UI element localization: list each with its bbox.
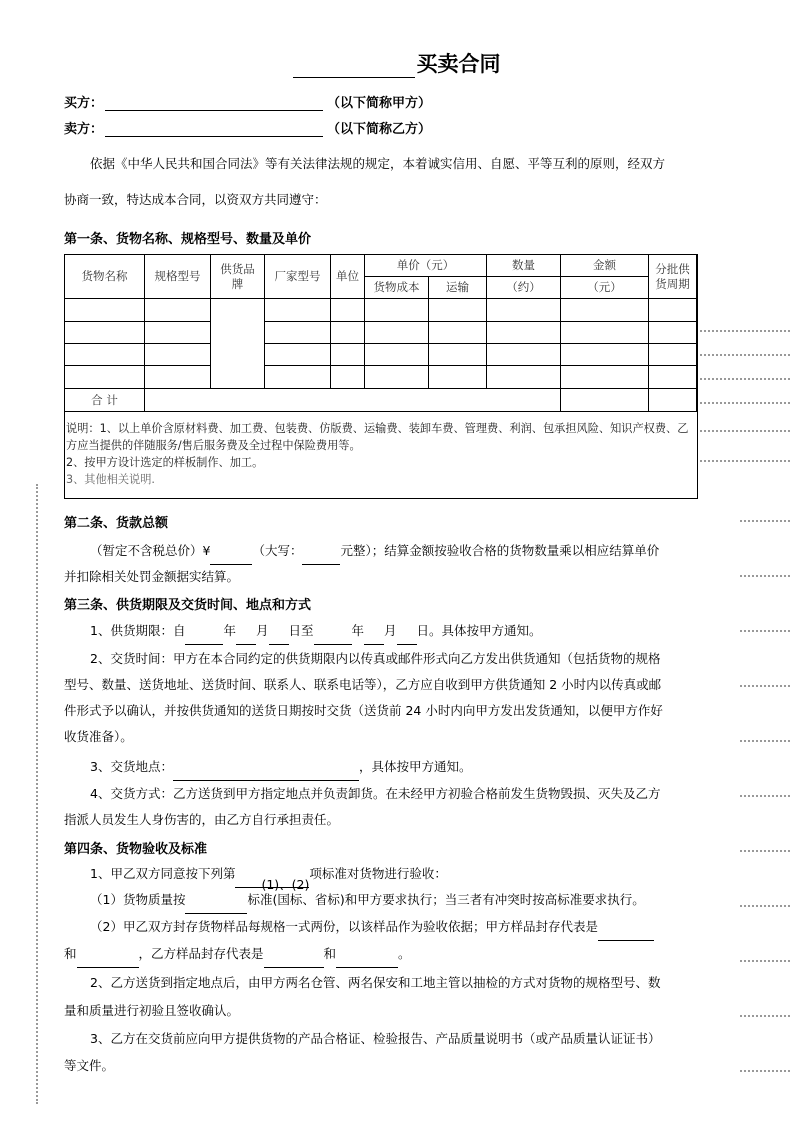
table-cell[interactable] xyxy=(365,322,429,344)
end-year-blank[interactable] xyxy=(314,630,352,645)
dotted-guide xyxy=(740,960,790,962)
table-cell[interactable] xyxy=(331,299,365,322)
dotted-guide xyxy=(740,740,790,742)
note-3: 3、其他相关说明. xyxy=(66,473,155,486)
table-cell[interactable] xyxy=(365,299,429,322)
total-label: 合 计 xyxy=(65,389,145,412)
table-cell[interactable] xyxy=(649,299,697,322)
period: 。 xyxy=(398,946,411,961)
table-cell[interactable] xyxy=(649,344,697,366)
art4-item-3-2: 等文件。 xyxy=(64,1058,115,1073)
day-to-label: 日至 xyxy=(288,623,314,638)
table-cell[interactable] xyxy=(145,344,211,366)
start-month-blank[interactable] xyxy=(236,630,256,645)
seller-line xyxy=(64,118,431,137)
dotted-guide xyxy=(740,795,790,797)
table-cell[interactable] xyxy=(331,366,365,389)
intro-line-2: 协商一致，特达成本合同，以资双方共同遵守： xyxy=(64,192,327,207)
dotted-guide xyxy=(700,378,790,380)
start-day-blank[interactable] xyxy=(269,630,289,645)
table-notes xyxy=(66,420,696,488)
table-cell[interactable] xyxy=(487,344,561,366)
table-cell[interactable] xyxy=(331,344,365,366)
seller-rep-label: ，乙方样品封存代表是 xyxy=(138,946,264,961)
end-month-blank[interactable] xyxy=(364,630,384,645)
article-2-title: 第二条、货款总额 xyxy=(64,516,169,531)
art3-delivery-time-4: 收货准备）。 xyxy=(64,729,133,744)
dotted-guide xyxy=(740,575,790,577)
table-cell[interactable] xyxy=(487,299,561,322)
and-label-2: 和 xyxy=(323,946,337,961)
table-cell[interactable] xyxy=(145,299,211,322)
total-cell[interactable] xyxy=(145,389,561,412)
start-year-blank[interactable] xyxy=(185,630,223,645)
standard-options-blank[interactable]: (1)、(2) xyxy=(235,871,309,888)
table-cell[interactable] xyxy=(65,299,145,322)
table-cell[interactable] xyxy=(561,366,649,389)
header-amount: 金额 xyxy=(561,255,649,277)
and-label: 和 xyxy=(64,946,77,961)
header-spec: 规格型号 xyxy=(145,255,211,299)
delivery-place-suffix: ，具体按甲方通知。 xyxy=(358,759,472,774)
seller-suffix: （以下简称乙方） xyxy=(327,122,432,137)
buyer-label: 买方： xyxy=(64,96,104,111)
header-goods-name: 货物名称 xyxy=(65,255,145,299)
dotted-guide xyxy=(740,685,790,687)
dotted-guide xyxy=(740,1015,790,1017)
table-cell-brand-merged[interactable] xyxy=(211,299,265,389)
art2-text-b: （大写： xyxy=(252,543,303,558)
table-cell[interactable] xyxy=(65,366,145,389)
header-amount-sub: （元） xyxy=(561,277,649,299)
dotted-guide-left xyxy=(36,484,38,1104)
art3-delivery-method-2: 指派人员发生人身伤害的，由乙方自行承担责任。 xyxy=(64,812,340,827)
art3-delivery-place xyxy=(64,753,734,781)
intro-line-1: 依据《中华人民共和国合同法》等有关法律法规的规定，本着诚实信用、自愿、平等互利的原则，经双方 xyxy=(90,156,666,171)
header-unit-price: 单价（元） xyxy=(365,255,487,277)
table-cell[interactable] xyxy=(429,322,487,344)
buyer-blank[interactable] xyxy=(105,96,323,111)
dotted-guide xyxy=(700,330,790,332)
header-delivery-period: 分批供货周期 xyxy=(649,255,697,299)
table-cell[interactable] xyxy=(429,299,487,322)
contract-title xyxy=(0,48,793,78)
quality-standard-blank[interactable] xyxy=(185,899,247,914)
art2-text-c: 元整）；结算金额按验收合格的货物数量乘以相应结算单价 xyxy=(340,543,660,558)
article-3-title: 第三条、供货期限及交货时间、地点和方式 xyxy=(64,598,312,613)
dotted-guide xyxy=(740,850,790,852)
art3-delivery-method-1: 4、交货方式：乙方送货到甲方指定地点并负责卸货。在未经甲方初验合格前发生货物毁损、灭失及乙方 xyxy=(90,786,661,801)
delivery-place-label: 3、交货地点： xyxy=(90,759,173,774)
art2-text-a: （暂定不含税总价）¥ xyxy=(90,543,211,558)
title-blank[interactable] xyxy=(293,55,415,78)
dotted-guide xyxy=(740,630,790,632)
seller-rep-2-blank[interactable] xyxy=(336,953,398,968)
dotted-guide xyxy=(700,460,790,462)
table-cell[interactable] xyxy=(65,344,145,366)
note-1: 说明：1、以上单价含原材料费、加工费、包装费、仿版费、运输费、装卸车费、管理费、利润、包承担风险、知识产权费、乙方应当提供的伴随服务/售后服务费及全过程中保险费用等。 xyxy=(66,422,689,452)
quality-standard-label: （1）货物质量按 xyxy=(90,892,186,907)
note-2: 2、按甲方设计选定的样板制作、加工。 xyxy=(66,456,264,469)
end-day-blank[interactable] xyxy=(397,630,417,645)
header-quantity-sub: （约） xyxy=(487,277,561,299)
art4-item-1-2b xyxy=(64,940,734,968)
table-cell[interactable] xyxy=(145,322,211,344)
year-label: 年 xyxy=(223,623,236,638)
buyer-suffix: （以下简称甲方） xyxy=(327,96,432,111)
dotted-guide xyxy=(700,354,790,356)
supply-period-label: 1、供货期限：自 xyxy=(90,623,186,638)
article-4-title: 第四条、货物验收及标准 xyxy=(64,842,208,857)
table-cell[interactable] xyxy=(487,366,561,389)
table-cell[interactable] xyxy=(649,322,697,344)
table-cell[interactable] xyxy=(429,344,487,366)
header-shipping: 运输 xyxy=(429,277,487,299)
art4-item-1-a: 1、甲乙双方同意按下列第 xyxy=(90,866,236,881)
table-cell[interactable] xyxy=(365,344,429,366)
art4-item-1-b: 项标准对货物进行验收： xyxy=(309,866,447,881)
seller-blank[interactable] xyxy=(105,122,323,137)
table-cell[interactable] xyxy=(649,366,697,389)
header-maker-model: 厂家型号 xyxy=(265,255,331,299)
art2-line-2: 并扣除相关处罚金额据实结算。 xyxy=(64,569,240,584)
table-cell[interactable] xyxy=(65,322,145,344)
sample-text-a: （2）甲乙双方封存货物样品每规格一式两份，以该样品作为验收依据；甲方样品封存代表是 xyxy=(90,919,598,934)
year-label-2: 年 xyxy=(351,623,365,638)
table-cell[interactable] xyxy=(365,366,429,389)
dotted-guide xyxy=(740,1070,790,1072)
art4-item-1-2 xyxy=(64,913,734,941)
delivery-place-blank[interactable] xyxy=(173,766,359,781)
article-1-title: 第一条、货物名称、规格型号、数量及单价 xyxy=(64,232,312,247)
table-cell[interactable] xyxy=(145,366,211,389)
art4-item-2-2: 量和质量进行初验且签收确认。 xyxy=(64,1003,240,1018)
art4-item-1 xyxy=(64,860,734,892)
seller-rep-1-blank[interactable] xyxy=(264,953,324,968)
table-cell[interactable] xyxy=(265,366,331,389)
month-label: 月 xyxy=(255,623,269,638)
table-cell[interactable] xyxy=(561,322,649,344)
total-period-cell[interactable] xyxy=(649,389,697,412)
buyer-line xyxy=(64,92,431,111)
dotted-guide xyxy=(700,430,790,432)
table-cell[interactable] xyxy=(561,299,649,322)
art4-item-2-1: 2、乙方送货到指定地点后，由甲方两名仓管、两名保安和工地主管以抽检的方式对货物的规格型号、数 xyxy=(90,975,661,990)
table-cell[interactable] xyxy=(265,299,331,322)
art3-supply-period xyxy=(64,617,734,645)
art4-item-3-1: 3、乙方在交货前应向甲方提供货物的产品合格证、检验报告、产品质量说明书（或产品质量认证证书） xyxy=(90,1031,661,1046)
table-cell[interactable] xyxy=(561,344,649,366)
art3-delivery-time-2: 型号、数量、送货地址、送货时间、联系人、联系电话等），乙方应自收到甲方供货通知 2 小时内以传真或邮 xyxy=(64,677,662,692)
dotted-guide xyxy=(700,402,790,404)
dotted-guide xyxy=(740,905,790,907)
header-brand: 供货品牌 xyxy=(211,255,265,299)
header-unit: 单位 xyxy=(331,255,365,299)
month-label-2: 月 xyxy=(384,623,397,638)
total-amount-cell[interactable] xyxy=(561,389,649,412)
header-goods-cost: 货物成本 xyxy=(365,277,429,299)
header-quantity: 数量 xyxy=(487,255,561,277)
table-cell[interactable] xyxy=(331,322,365,344)
dotted-guide xyxy=(740,520,790,522)
art3-delivery-time-1: 2、交货时间：甲方在本合同约定的供货期限内以传真或邮件形式向乙方发出供货通知（包括货物的规格 xyxy=(90,651,661,666)
table-cell[interactable] xyxy=(265,322,331,344)
art4-item-1-1 xyxy=(64,886,734,914)
buyer-rep-1-blank[interactable] xyxy=(598,926,654,941)
day-end-label: 日。具体按甲方通知。 xyxy=(416,623,542,638)
art3-delivery-time-3: 件形式予以确认，并按供货通知的送货日期按时交货（送货前 24 小时内向甲方发出发货通知，以便甲方作好 xyxy=(64,703,663,718)
table-cell[interactable] xyxy=(487,322,561,344)
seller-label: 卖方： xyxy=(64,122,104,137)
table-cell[interactable] xyxy=(265,344,331,366)
title-text: 买卖合同 xyxy=(416,52,501,76)
table-cell[interactable] xyxy=(429,366,487,389)
buyer-rep-2-blank[interactable] xyxy=(77,953,139,968)
art2-line-1 xyxy=(64,537,734,565)
quality-standard-text: 标准(国标、省标)和甲方要求执行；当三者有冲突时按高标准要求执行。 xyxy=(247,892,645,907)
